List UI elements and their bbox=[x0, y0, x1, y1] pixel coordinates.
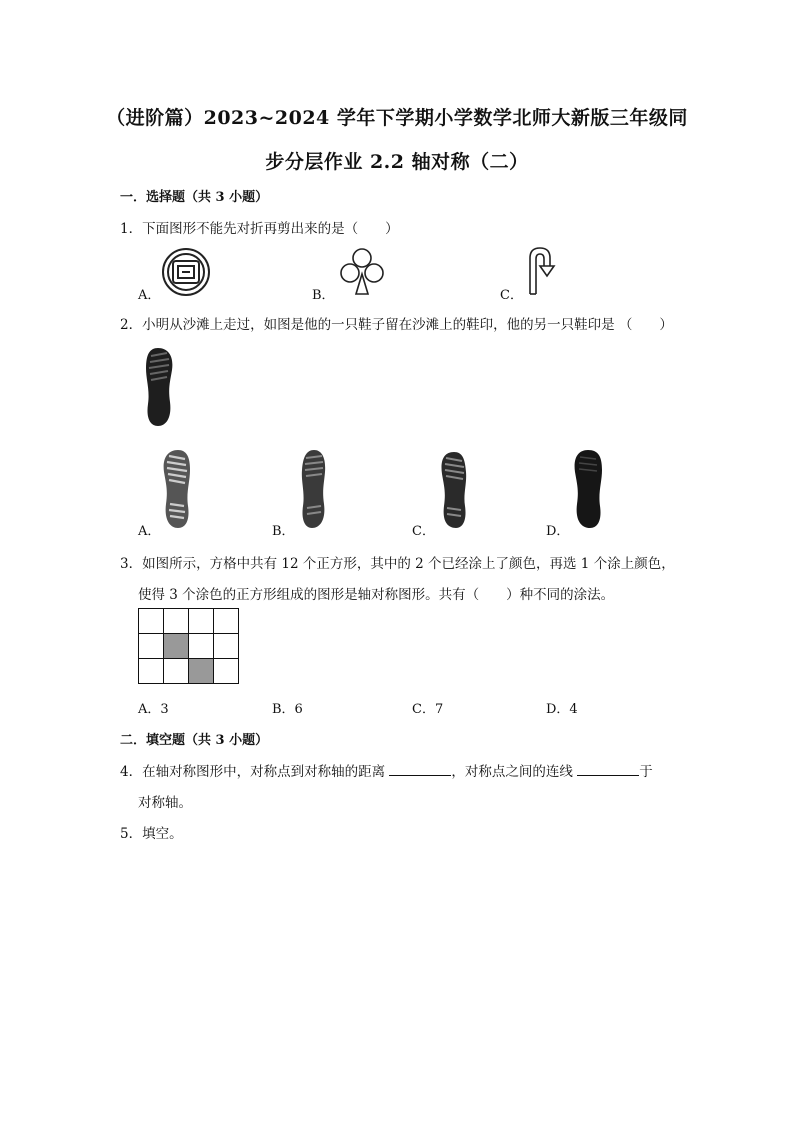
grid-cell-shaded bbox=[164, 634, 189, 659]
grid-cell bbox=[214, 634, 239, 659]
q3-option-d: D．4 bbox=[546, 702, 578, 717]
q1-option-a-label: A． bbox=[138, 288, 161, 303]
grid-cell bbox=[139, 634, 164, 659]
question-3-line1: 3．如图所示，方格中共有 12 个正方形，其中的 2 个已经涂上了颜色，再选 1 个涂上颜色， bbox=[120, 556, 675, 572]
question-4-line2: 对称轴。 bbox=[138, 795, 192, 811]
grid-cell bbox=[164, 659, 189, 684]
q4-text-part1: 4．在轴对称图形中，对称点到对称轴的距离 bbox=[120, 764, 390, 780]
shoe-print-option-a bbox=[160, 448, 194, 530]
doc-title-line2: 步分层作业 2.2 轴对称（二） bbox=[265, 151, 529, 173]
grid-cell bbox=[139, 659, 164, 684]
q1-option-b-label: B． bbox=[312, 288, 335, 303]
section-choice-heading: 一．选择题（共 3 小题） bbox=[120, 190, 269, 205]
q2-option-c-label: C． bbox=[412, 524, 435, 539]
grid-cell bbox=[214, 659, 239, 684]
q1-option-c-label: C． bbox=[500, 288, 523, 303]
club-shape-icon bbox=[336, 244, 388, 296]
q4-text-part2: ，对称点之间的连线 bbox=[451, 764, 578, 780]
q2-option-b-label: B． bbox=[272, 524, 295, 539]
q4-text-part3: 于 bbox=[639, 764, 653, 780]
shoe-print-reference bbox=[142, 346, 176, 428]
q4-blank-2[interactable] bbox=[577, 763, 639, 776]
grid-cell bbox=[214, 609, 239, 634]
q3-option-c: C．7 bbox=[412, 702, 444, 717]
q2-option-a-label: A． bbox=[138, 524, 161, 539]
grid-cell bbox=[164, 609, 189, 634]
question-5: 5．填空。 bbox=[120, 826, 183, 842]
coin-icon bbox=[160, 246, 212, 298]
shoe-print-option-b bbox=[298, 448, 328, 530]
section-fill-heading: 二．填空题（共 3 小题） bbox=[120, 733, 269, 748]
shoe-print-option-d bbox=[570, 448, 606, 530]
q3-option-b: B．6 bbox=[272, 702, 303, 717]
shoe-print-option-c bbox=[438, 450, 470, 530]
hook-arrow-icon bbox=[522, 244, 562, 296]
question-1: 1．下面图形不能先对折再剪出来的是（ ） bbox=[120, 221, 399, 237]
grid-cell bbox=[189, 634, 214, 659]
question-4-line1 bbox=[120, 760, 653, 780]
square-grid bbox=[138, 608, 239, 684]
grid-cell-shaded bbox=[189, 659, 214, 684]
doc-title-line1: （进阶篇）2023~2024 学年下学期小学数学北师大新版三年级同 bbox=[106, 107, 688, 129]
question-2: 2．小明从沙滩上走过，如图是他的一只鞋子留在沙滩上的鞋印，他的另一只鞋印是 （ ） bbox=[120, 317, 673, 333]
q2-option-d-label: D． bbox=[546, 524, 570, 539]
grid-cell bbox=[189, 609, 214, 634]
q4-blank-1[interactable] bbox=[389, 763, 451, 776]
q3-option-a: A．3 bbox=[138, 702, 169, 717]
question-3-line2: 使得 3 个涂色的正方形组成的图形是轴对称图形。共有（ ）种不同的涂法。 bbox=[138, 587, 615, 603]
grid-cell bbox=[139, 609, 164, 634]
